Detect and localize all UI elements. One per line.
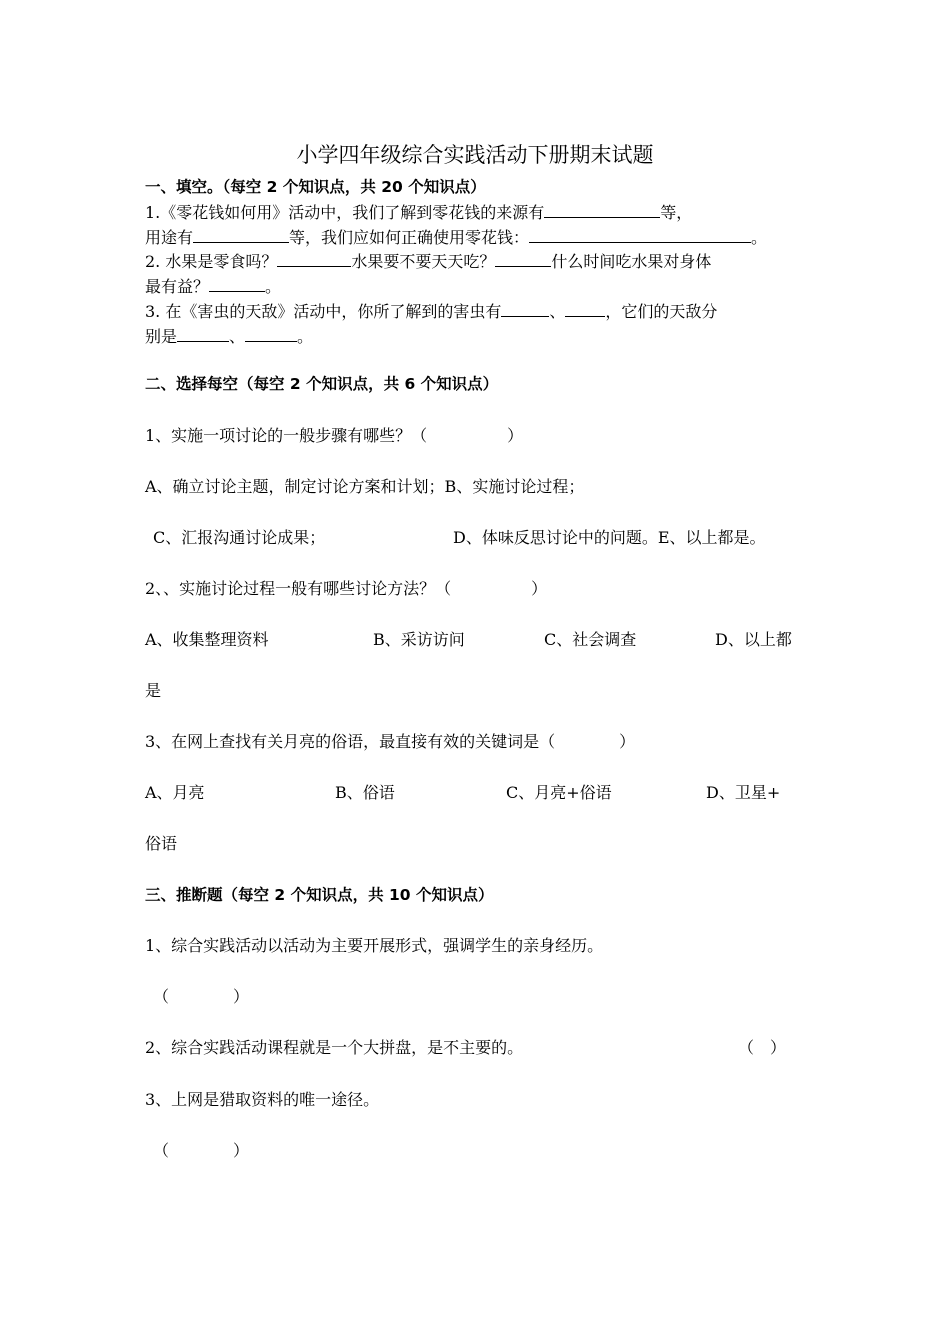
section3-q1-answer[interactable]: （ ） [153, 987, 250, 1006]
q1-text-a: 1.《零花钱如何用》活动中，我们了解到零花钱的来源有 [145, 203, 545, 222]
section2-q2: 2、、实施讨论过程一般有哪些讨论方法？（ ） [145, 579, 548, 598]
q3-text-a: 3. 在《害虫的天敌》活动中，你所了解到的害虫有 [145, 302, 502, 321]
q3-text-c: ，它们的天敌分 [605, 302, 718, 321]
q3-text-e: 、 [229, 327, 246, 346]
q3-blank-1[interactable] [501, 300, 549, 317]
section3-q1: 1、综合实践活动以活动为主要开展形式，强调学生的亲身经历。 [145, 936, 604, 955]
q1-text-b: 等， [660, 203, 693, 222]
q3-text-d: 别是 [145, 327, 178, 346]
section2-q3-option-d: D、卫星+ [706, 783, 781, 802]
section2-q1-option-d: D、体味反思讨论中的问题。E、以上都是。 [453, 528, 766, 547]
q2-text-e: 。 [265, 277, 282, 296]
section2-q3-option-c: C、月亮+俗语 [506, 783, 612, 802]
q2-text-c: 什么时间吃水果对身体 [551, 252, 712, 271]
section2-q2-option-b: B、采访访问 [373, 630, 465, 649]
q2-blank-2[interactable] [495, 250, 551, 267]
section1-q2-line2 [145, 275, 281, 299]
section2-q2-option-d-cont: 是 [145, 681, 162, 700]
section1-q3-line2 [145, 325, 313, 349]
section2-q3-option-b: B、俗语 [335, 783, 395, 802]
section3-q2-answer[interactable]: （ ） [738, 1038, 787, 1057]
section2-q3: 3、在网上查找有关月亮的俗语，最直接有效的关键词是（ ） [145, 732, 636, 751]
section2-q2-option-d: D、以上都 [715, 630, 792, 649]
q3-blank-3[interactable] [177, 325, 229, 342]
q1-text-c: 用途有 [145, 228, 194, 247]
section3-q2: 2、综合实践活动课程就是一个大拼盘，是不主要的。 [145, 1038, 524, 1057]
section1-heading: 一、填空。（每空 2 个知识点，共 20 个知识点） [145, 178, 486, 196]
q1-blank-method[interactable] [529, 226, 751, 243]
section1-q3-line1 [145, 300, 717, 324]
q1-text-e: 。 [751, 228, 768, 247]
q1-blank-source[interactable] [544, 201, 660, 218]
q3-blank-4[interactable] [245, 325, 297, 342]
q2-text-a: 2. 水果是零食吗？ [145, 252, 278, 271]
section1-q1-line2 [145, 226, 767, 250]
section2-q1-options-1: A、确立讨论主题，制定讨论方案和计划；B、实施讨论过程； [145, 477, 585, 496]
q1-text-d: 等，我们应如何正确使用零花钱： [289, 228, 530, 247]
q3-text-f: 。 [297, 327, 314, 346]
q2-text-d: 最有益？ [145, 277, 210, 296]
q2-blank-1[interactable] [277, 250, 351, 267]
section2-q1: 1、实施一项讨论的一般步骤有哪些？（ ） [145, 426, 524, 445]
section1-q1-line1 [145, 201, 692, 225]
section3-q3: 3、上网是猎取资料的唯一途径。 [145, 1090, 380, 1109]
section2-q2-option-a: A、收集整理资料 [145, 630, 269, 649]
section2-heading: 二、选择每空（每空 2 个知识点，共 6 个知识点） [145, 375, 499, 393]
q3-blank-2[interactable] [565, 300, 605, 317]
section2-q1-option-c: C、汇报沟通讨论成果； [153, 528, 326, 547]
section3-q3-answer[interactable]: （ ） [153, 1141, 250, 1160]
section2-q3-option-d-cont: 俗语 [145, 834, 178, 853]
page-title: 小学四年级综合实践活动下册期末试题 [296, 143, 654, 167]
section2-q3-option-a: A、月亮 [145, 783, 205, 802]
section3-heading: 三、推断题（每空 2 个知识点，共 10 个知识点） [145, 886, 494, 904]
q2-blank-3[interactable] [209, 275, 265, 292]
q3-text-b: 、 [549, 302, 566, 321]
section2-q2-option-c: C、社会调查 [544, 630, 637, 649]
q1-blank-usage[interactable] [193, 226, 289, 243]
section1-q2-line1 [145, 250, 711, 274]
q2-text-b: 水果要不要天天吃？ [351, 252, 496, 271]
